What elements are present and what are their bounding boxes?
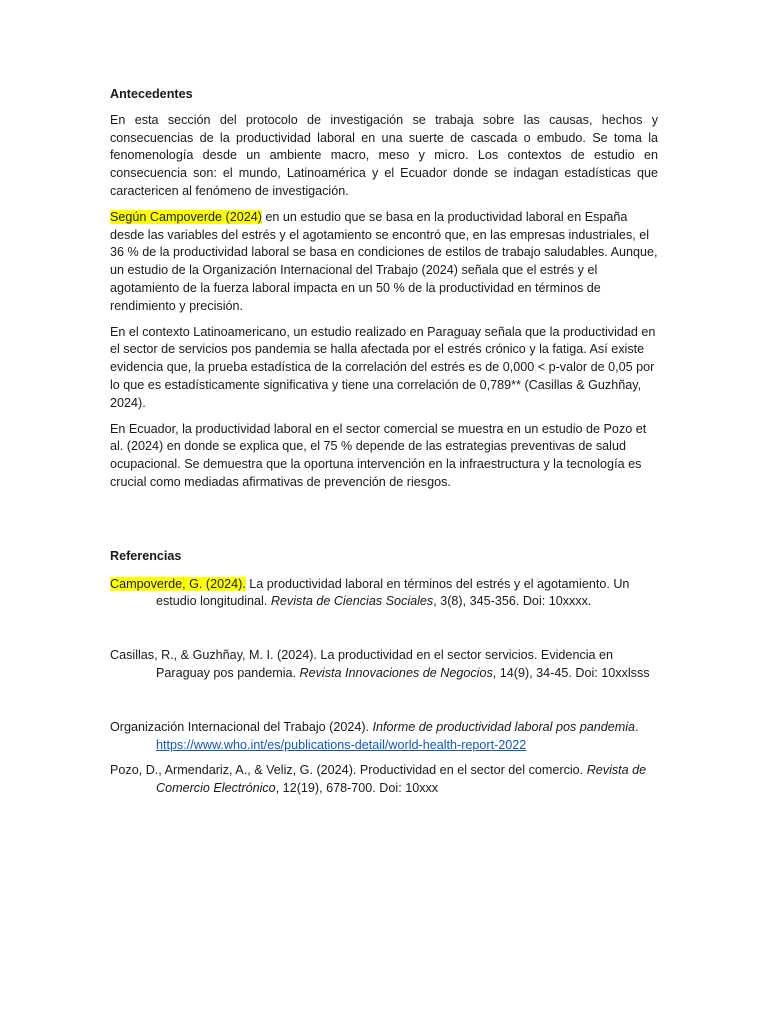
reference-1-tail: , 3(8), 345-356. Doi: 10xxxx. <box>433 594 592 609</box>
reference-2-text: Casillas, R., & Guzhñay, M. I. (2024). La productividad en el sector servicios. Evidencia en Paraguay pos pandemia. <box>110 648 614 680</box>
reference-1-text: La productividad laboral en términos del estrés y el agotamiento. Un estudio longitudinal. <box>156 576 630 609</box>
antecedentes-paragraph-4: En Ecuador, la productividad laboral en el sector comercial se muestra en un estudio de Pozo et al. (2024) en donde se explica que, el 75 % depende de las estrategias preventivas de salud ocupacional. Se demuestra que la oportuna intervención en la infraestructura y la tecnología es crucial como mediadas afirmativas de prevención de riesgos. <box>110 421 647 489</box>
reference-4-text: Pozo, D., Armendariz, A., & Veliz, G. (2024). Productividad en el sector del comercio. <box>110 763 587 778</box>
reference-1 <box>110 576 658 612</box>
paragraph-2-text: en un estudio que se basa en la productividad laboral en España desde las variables del estrés y el agotamiento se encontró que, en las empresas industriales, el 36 % de la productividad laboral se basa en condiciones de estilos de trabajo saludables. Aunque, un estudio de la Organización Internacional del Trabajo (2024) señala que el estrés y el agotamiento de la fuerza laboral impacta en un 50 % de la productividad en términos de rendimiento y precisión. <box>110 209 658 313</box>
reference-2-journal: Revista Innovaciones de Negocios <box>299 665 493 680</box>
reference-3 <box>110 719 658 755</box>
reference-4 <box>110 762 658 798</box>
reference-3-tail: . <box>635 719 639 734</box>
reference-3-title: Informe de productividad laboral pos pandemia <box>372 719 636 734</box>
antecedentes-paragraph-1: En esta sección del protocolo de investigación se trabaja sobre las causas, hechos y consecuencias de la productividad laboral en una suerte de cascada o embudo. Se toma la fenomenología desde un ambiente macro, meso y micro. Los contextos de estudio en consecuencia son: el mundo, Latinoamérica y el Ecuador donde se indagan estadísticas que caractericen al fenómeno de investigación. <box>110 112 658 198</box>
reference-2 <box>110 647 658 683</box>
reference-3-link[interactable]: https://www.who.int/es/publications-detail/world-health-report-2022 <box>156 737 527 752</box>
antecedentes-paragraph-3: En el contexto Latinoamericano, un estudio realizado en Paraguay señala que la productividad en el sector de servicios pos pandemia se halla afectada por el estrés crónico y la fatiga. Así existe evidencia que, la prueba estadística de la correlación del estrés es de 0,000 < p-valor de 0,05 por lo que es estadísticamente significativa y tiene una correlación de 0,789** (Casillas & Guzhñay, 2024). <box>110 324 656 410</box>
reference-1-journal: Revista de Ciencias Sociales <box>270 594 434 609</box>
antecedentes-heading: Antecedentes <box>110 87 193 101</box>
referencias-heading: Referencias <box>110 548 182 563</box>
reference-3-text: Organización Internacional del Trabajo (2024). <box>110 719 373 734</box>
reference-2-tail: , 14(9), 34-45. Doi: 10xxlsss <box>492 665 650 680</box>
reference-4-tail: , 12(19), 678-700. Doi: 10xxx <box>275 781 439 796</box>
antecedentes-paragraph-2 <box>110 209 658 316</box>
highlighted-reference-author: Campoverde, G. (2024). <box>110 576 246 591</box>
reference-4-journal: Revista de Comercio Electrónico <box>156 763 647 796</box>
highlighted-citation: Según Campoverde (2024) <box>110 209 262 224</box>
